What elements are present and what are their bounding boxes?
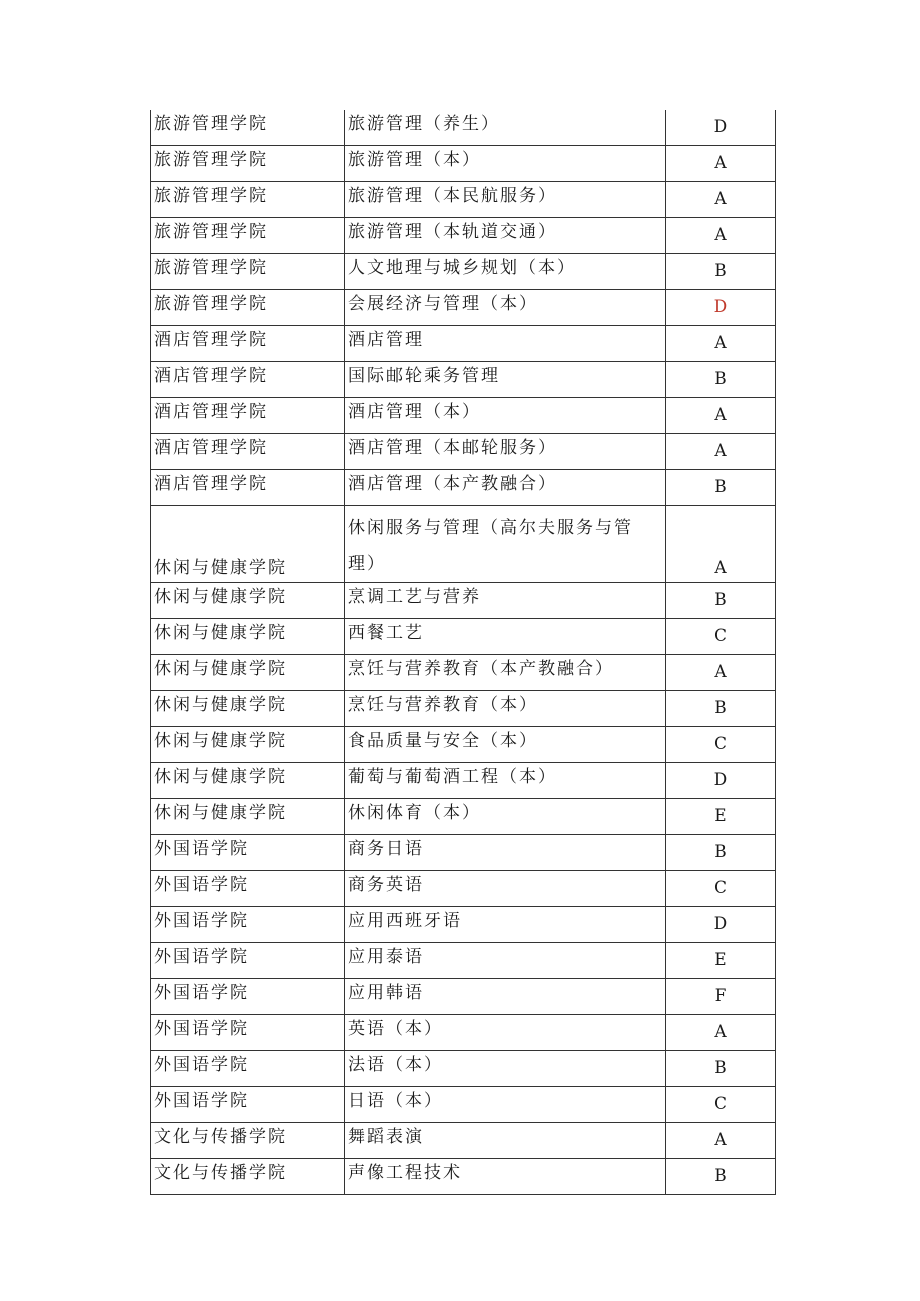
grade-cell: D	[666, 290, 776, 326]
major-cell: 西餐工艺	[345, 619, 666, 655]
table-row	[151, 290, 776, 326]
grade-cell: B	[666, 254, 776, 290]
college-cell: 文化与传播学院	[151, 1123, 345, 1159]
grade-cell: C	[666, 619, 776, 655]
grade-cell: A	[666, 182, 776, 218]
college-cell: 文化与传播学院	[151, 1159, 345, 1195]
table-row	[151, 218, 776, 254]
major-cell: 会展经济与管理（本）	[345, 290, 666, 326]
college-cell: 外国语学院	[151, 943, 345, 979]
table-row	[151, 727, 776, 763]
table-row	[151, 871, 776, 907]
major-cell: 酒店管理（本）	[345, 398, 666, 434]
major-cell: 声像工程技术	[345, 1159, 666, 1195]
grade-cell: A	[666, 146, 776, 182]
table-row	[151, 1015, 776, 1051]
major-cell: 旅游管理（养生）	[345, 110, 666, 146]
college-cell: 休闲与健康学院	[151, 727, 345, 763]
major-cell: 舞蹈表演	[345, 1123, 666, 1159]
grade-cell: C	[666, 871, 776, 907]
college-cell: 休闲与健康学院	[151, 506, 345, 583]
grade-cell: A	[666, 326, 776, 362]
grade-cell: C	[666, 727, 776, 763]
grade-cell: B	[666, 1051, 776, 1087]
college-cell: 酒店管理学院	[151, 470, 345, 506]
college-cell: 休闲与健康学院	[151, 583, 345, 619]
table-row	[151, 943, 776, 979]
grade-cell: A	[666, 1123, 776, 1159]
college-cell: 旅游管理学院	[151, 218, 345, 254]
major-cell: 旅游管理（本民航服务）	[345, 182, 666, 218]
major-cell: 休闲体育（本）	[345, 799, 666, 835]
major-cell: 葡萄与葡萄酒工程（本）	[345, 763, 666, 799]
major-cell: 应用泰语	[345, 943, 666, 979]
college-cell: 外国语学院	[151, 1015, 345, 1051]
major-cell: 商务英语	[345, 871, 666, 907]
major-cell: 烹饪与营养教育（本）	[345, 691, 666, 727]
major-cell: 商务日语	[345, 835, 666, 871]
college-cell: 酒店管理学院	[151, 326, 345, 362]
grade-cell: C	[666, 1087, 776, 1123]
major-grade-table-container	[150, 110, 775, 1195]
grade-cell: A	[666, 506, 776, 583]
college-cell: 酒店管理学院	[151, 434, 345, 470]
table-row	[151, 110, 776, 146]
grade-cell: D	[666, 763, 776, 799]
college-cell: 外国语学院	[151, 835, 345, 871]
table-row	[151, 691, 776, 727]
table-row	[151, 835, 776, 871]
college-cell: 休闲与健康学院	[151, 691, 345, 727]
table-row	[151, 470, 776, 506]
grade-cell: B	[666, 1159, 776, 1195]
college-cell: 旅游管理学院	[151, 182, 345, 218]
table-row	[151, 1159, 776, 1195]
table-row	[151, 907, 776, 943]
grade-cell: D	[666, 907, 776, 943]
college-cell: 外国语学院	[151, 1087, 345, 1123]
college-cell: 休闲与健康学院	[151, 799, 345, 835]
college-cell: 休闲与健康学院	[151, 619, 345, 655]
table-row	[151, 434, 776, 470]
grade-cell: E	[666, 943, 776, 979]
college-cell: 休闲与健康学院	[151, 655, 345, 691]
grade-cell: B	[666, 583, 776, 619]
college-cell: 旅游管理学院	[151, 110, 345, 146]
major-cell: 日语（本）	[345, 1087, 666, 1123]
major-cell: 英语（本）	[345, 1015, 666, 1051]
table-body	[151, 110, 776, 1195]
grade-cell: A	[666, 218, 776, 254]
college-cell: 外国语学院	[151, 907, 345, 943]
table-row	[151, 619, 776, 655]
table-row	[151, 398, 776, 434]
college-cell: 旅游管理学院	[151, 254, 345, 290]
grade-cell: A	[666, 434, 776, 470]
major-grade-table	[150, 110, 776, 1195]
grade-cell: D	[666, 110, 776, 146]
college-cell: 外国语学院	[151, 979, 345, 1015]
major-cell: 烹调工艺与营养	[345, 583, 666, 619]
table-row	[151, 799, 776, 835]
college-cell: 酒店管理学院	[151, 362, 345, 398]
college-cell: 外国语学院	[151, 871, 345, 907]
major-cell: 旅游管理（本）	[345, 146, 666, 182]
grade-cell: B	[666, 362, 776, 398]
major-cell: 应用韩语	[345, 979, 666, 1015]
table-row	[151, 1123, 776, 1159]
table-row	[151, 763, 776, 799]
grade-cell: B	[666, 691, 776, 727]
table-row	[151, 1051, 776, 1087]
grade-cell: B	[666, 835, 776, 871]
college-cell: 外国语学院	[151, 1051, 345, 1087]
table-row	[151, 182, 776, 218]
grade-cell: B	[666, 470, 776, 506]
major-cell: 法语（本）	[345, 1051, 666, 1087]
major-cell: 食品质量与安全（本）	[345, 727, 666, 763]
table-row	[151, 583, 776, 619]
major-cell: 旅游管理（本轨道交通）	[345, 218, 666, 254]
table-row	[151, 506, 776, 583]
grade-cell: E	[666, 799, 776, 835]
major-cell: 酒店管理（本产教融合）	[345, 470, 666, 506]
grade-cell: A	[666, 398, 776, 434]
major-cell: 酒店管理（本邮轮服务）	[345, 434, 666, 470]
major-cell: 应用西班牙语	[345, 907, 666, 943]
major-cell: 休闲服务与管理（高尔夫服务与管理）	[345, 506, 666, 583]
table-row	[151, 655, 776, 691]
table-row	[151, 362, 776, 398]
grade-cell: A	[666, 655, 776, 691]
table-row	[151, 326, 776, 362]
college-cell: 酒店管理学院	[151, 398, 345, 434]
major-cell: 酒店管理	[345, 326, 666, 362]
grade-cell: A	[666, 1015, 776, 1051]
major-cell: 国际邮轮乘务管理	[345, 362, 666, 398]
table-row	[151, 254, 776, 290]
major-cell: 人文地理与城乡规划（本）	[345, 254, 666, 290]
table-row	[151, 1087, 776, 1123]
college-cell: 休闲与健康学院	[151, 763, 345, 799]
major-cell: 烹饪与营养教育（本产教融合）	[345, 655, 666, 691]
table-row	[151, 979, 776, 1015]
college-cell: 旅游管理学院	[151, 146, 345, 182]
table-row	[151, 146, 776, 182]
grade-cell: F	[666, 979, 776, 1015]
college-cell: 旅游管理学院	[151, 290, 345, 326]
